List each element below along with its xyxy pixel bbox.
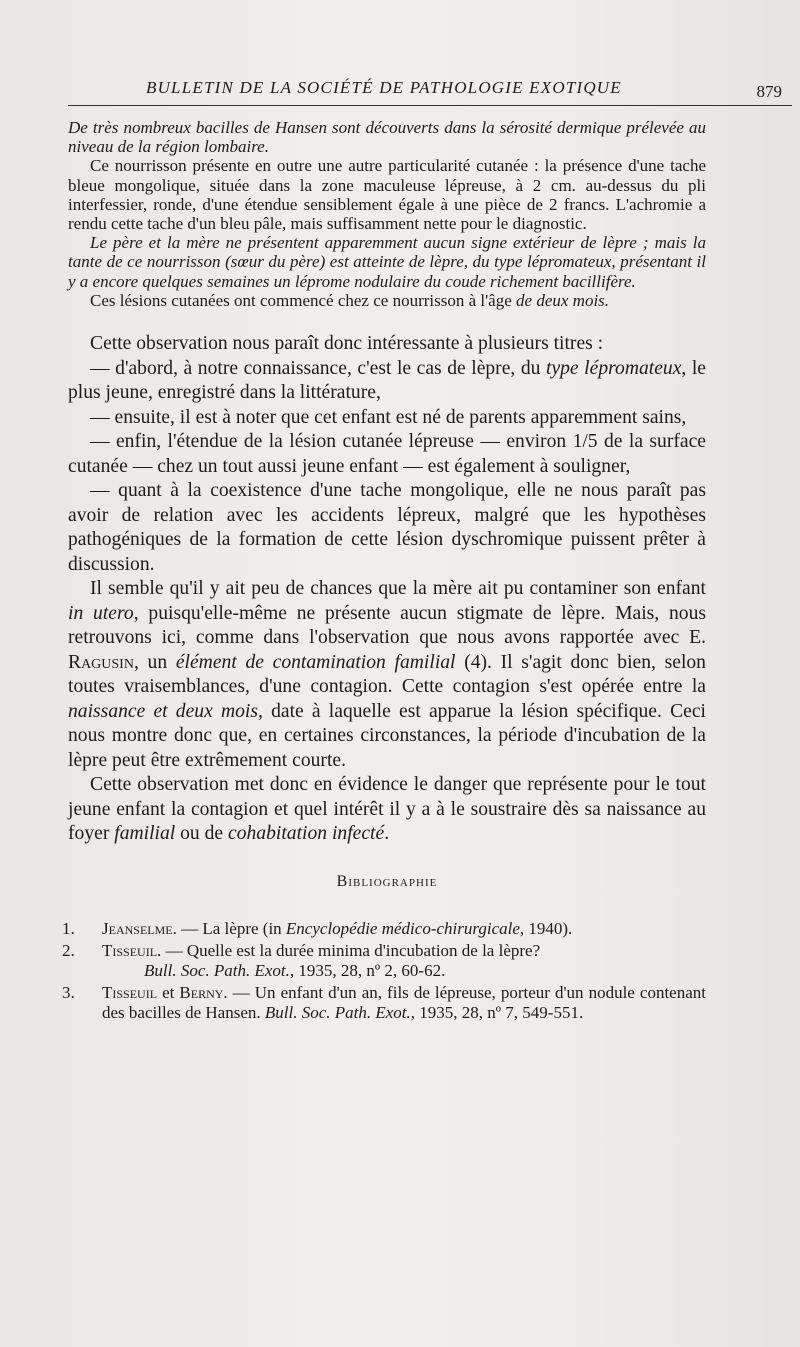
paragraph-conclusion [68,773,706,847]
text-segment: Le père et la mère ne présentent apparemment aucun signe extérieur de lèpre ; mais la tante de ce nourrisson (sœur du père) est atteinte de lèpre, [68,233,706,272]
text-segment: , 1935, 28, nº 2, 60-62. [289,960,446,980]
bibliography-continuation [102,961,706,981]
paragraph-point-quant: — quant à la coexistence d'une tache mongolique, elle ne nous paraît pas avoir de relation avec les accidents lépreux, malgré que les hypothèses pathogéniques de la formation de cette lésion dyschromique puissent prêter à discussion. [68,480,706,575]
bibliography-author: Berny. [179,982,228,1002]
bibliography-title: Bibliographie [336,872,438,890]
header-rule [68,105,792,106]
text-segment: — d'abord, à notre connaissance, c'est le cas de lèpre, du [90,357,546,379]
bibliography-number: 1. [62,918,75,938]
bibliography-author: Jeanselme. [102,918,177,938]
page-header [68,74,792,104]
text-segment: , date à laquelle est apparue la lésion spécifique. Ceci nous montre donc que, en certaines circonstances, la période d'incubation de la lèpre peut être extrêmement courte. [68,700,706,771]
text-segment: et [157,982,180,1002]
bibliography-list [62,918,706,1023]
bibliography-item [62,940,706,981]
text-segment: Il semble qu'il y ait peu de chances que la mère ait pu contaminer son enfant [90,578,706,600]
text-segment: Bull. Soc. Path. Exot. [264,1002,411,1022]
text-segment: type lépromateux [546,357,682,379]
bibliography-author: Tisseuil [102,982,158,1002]
text-segment: (4). Il s'agit donc bien, selon toutes vraisemblances, d'une contagion. Cette contagion s'est opérée entre la [68,651,706,698]
text-segment: , 1940). [519,918,573,938]
text-segment: Ces lésions cutanées ont commencé chez ce nourrisson à l'âge [90,290,517,310]
author-name: Ragusin [68,651,134,673]
paragraph-point-enfin: — enfin, l'étendue de la lésion cutanée lépreuse — environ 1/5 de la surface cutanée — chez un tout aussi jeune enfant — est également à souligner, [68,431,706,477]
text-segment: cohabitation infecté [228,823,385,845]
paragraph-parents [68,233,706,291]
text-segment: , un [133,651,176,673]
text-segment: , 1935, 28, nº 7, 549-551. [410,1002,584,1022]
bibliography-number: 3. [62,982,75,1002]
running-head: BULLETIN DE LA SOCIÉTÉ DE PATHOLOGIE EXOTIQUE [146,78,622,97]
page-number: 879 [756,82,782,101]
text-segment: — Un enfant d'un an, fils de lépreuse, porteur d'un nodule contenant des bacilles de Hansen. [102,982,706,1022]
text-segment: de deux mois. [516,290,610,310]
text-segment: Cette observation met donc en évidence le danger que représente pour le tout jeune enfant la contagion et quel intérêt il y a à le soustraire dès sa naissance au foyer [68,774,706,845]
bibliography-item [62,982,706,1023]
paragraph-point-ensuite: — ensuite, il est à noter que cet enfant est né de parents apparemment sains, [90,406,687,428]
paragraph-gap [68,310,706,332]
text-segment: , présentant il y a encore quelques semaines un léprome nodulaire du coude richement bacillifère. [68,252,706,291]
paragraph-tache-mongolique: Ce nourrisson présente en outre une autre particularité cutanée : la présence d'une tache bleue mongolique, située dans la zone maculeuse lépreuse, à 2 cm. au-dessus du pli interfessier, ronde, d'une étendue sensiblement égale à une pièce de 2 francs. L'achromie a rendu cette tache d'un bleu pâle, mais suffisamment nette pour le diagnostic. [68,156,706,234]
text-segment: , le plus jeune, enregistré dans la littérature, [68,357,706,404]
text-segment: ou de [175,823,229,845]
text-segment: du [467,252,495,272]
paragraph-bacilles: De très nombreux bacilles de Hansen sont découverts dans la sérosité dermique prélevée au niveau de la région lombaire. [68,118,706,157]
text-segment: , puisqu'elle-même ne présente aucun stigmate de lèpre. Mais, nous retrouvons ici, comme dans l'observation que nous avons rapportée avec E. [68,602,707,649]
paragraph-contamination [68,577,706,773]
text-segment: familial [114,823,176,845]
text-segment: . [384,823,390,845]
text-segment: type lépromateux [494,252,612,272]
text-segment: Bull. Soc. Path. Exot. [144,960,290,980]
bibliography-item [62,918,706,939]
paragraph-point-abord [68,357,706,406]
bibliography-number: 2. [62,940,75,960]
paragraph-observation: Cette observation nous paraît donc intéressante à plusieurs titres : [90,333,604,355]
text-segment: élément de contamination familial [175,651,456,673]
bibliography-author: Tisseuil. [102,940,162,960]
article-body [62,118,707,1025]
text-segment: Encyclopédie médico-chirurgicale [285,918,520,938]
paragraph-lesions [68,291,706,310]
text-segment: in utero [68,602,134,624]
text-segment: — Quelle est la durée minima d'incubation de la lèpre? [161,940,541,960]
text-segment: — La lèpre (in [176,918,286,938]
text-segment: naissance et deux mois [68,700,258,722]
